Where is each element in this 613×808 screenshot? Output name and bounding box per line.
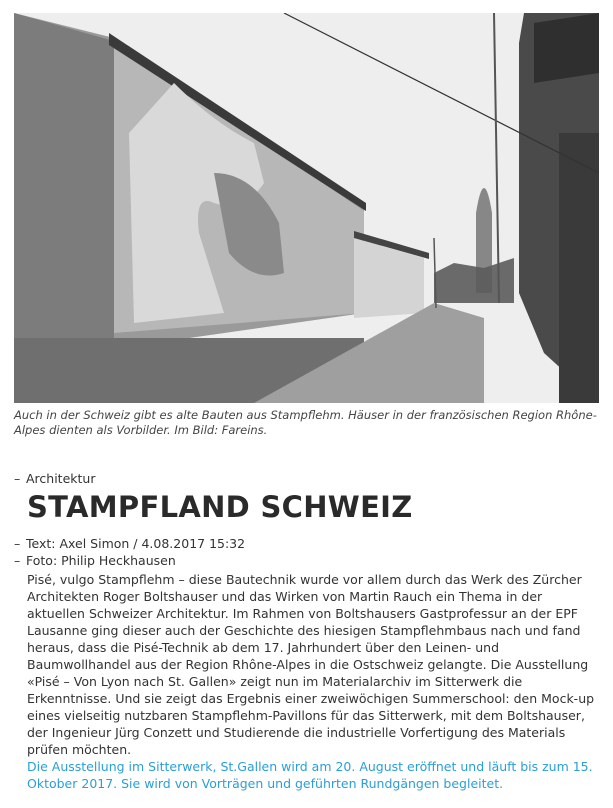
highlight-paragraph: Die Ausstellung im Sitterwerk, St.Gallen wird am 20. August eröffnet und läuft bis zum 15. Oktober 2017. Sie wird von Vorträgen und geführten Rundgängen begleitet. bbox=[27, 759, 593, 791]
article-byline bbox=[14, 536, 245, 552]
photo-credit-text: Foto: Philip Heckhausen bbox=[26, 553, 176, 568]
photo-caption: Auch in der Schweiz gibt es alte Bauten aus Stampflehm. Häuser in der französischen Region Rhône-Alpes dienten als Vorbilder. Im Bild: Fareins. bbox=[14, 408, 597, 437]
dash-marker: – bbox=[14, 471, 21, 486]
category-label[interactable] bbox=[14, 471, 95, 487]
photo-credit bbox=[14, 553, 176, 569]
article-photo bbox=[14, 13, 599, 403]
byline-text: Text: Axel Simon / 4.08.2017 15:32 bbox=[26, 536, 246, 551]
dash-marker: – bbox=[14, 536, 21, 551]
body-paragraph: Pisé, vulgo Stampflehm – diese Bautechnik wurde vor allem durch das Werk des Zürcher Architekten Roger Boltshauser und das Wirken von Martin Rauch ein Thema in der aktuellen Schweizer Architektur. Im Rahmen von Boltshausers Gastprofessur an der EPF Lausanne ging dieser auch der Geschichte des hiesigen Stampflehmbaus nach und fand heraus, dass die Pisé-Technik ab dem 17. Jahrhundert über den Leinen- und Baumwollhandel aus der Region Rhône-Alpes in die Ostschweiz gelangte. Die Ausstellung «Pisé – Von Lyon nach St. Gallen» zeigt nun im Materialarchiv im Sitterwerk die Erkenntnisse. Und sie zeigt das Ergebnis einer zweiwöchigen Summerschool: den Mock-up eines vielseitig nutzbaren Stampflehm-Pavillons für das Sitterwerk, mit dem Boltshauser, der Ingenieur Jürg Conzett und Studierende die industrielle Vorfertigung des Materials prüfen möchten. bbox=[27, 572, 595, 757]
article-body bbox=[27, 571, 602, 792]
category-text[interactable]: Architektur bbox=[26, 471, 96, 486]
page-title: STAMPFLAND SCHWEIZ bbox=[27, 490, 413, 524]
dash-marker: – bbox=[14, 553, 21, 568]
